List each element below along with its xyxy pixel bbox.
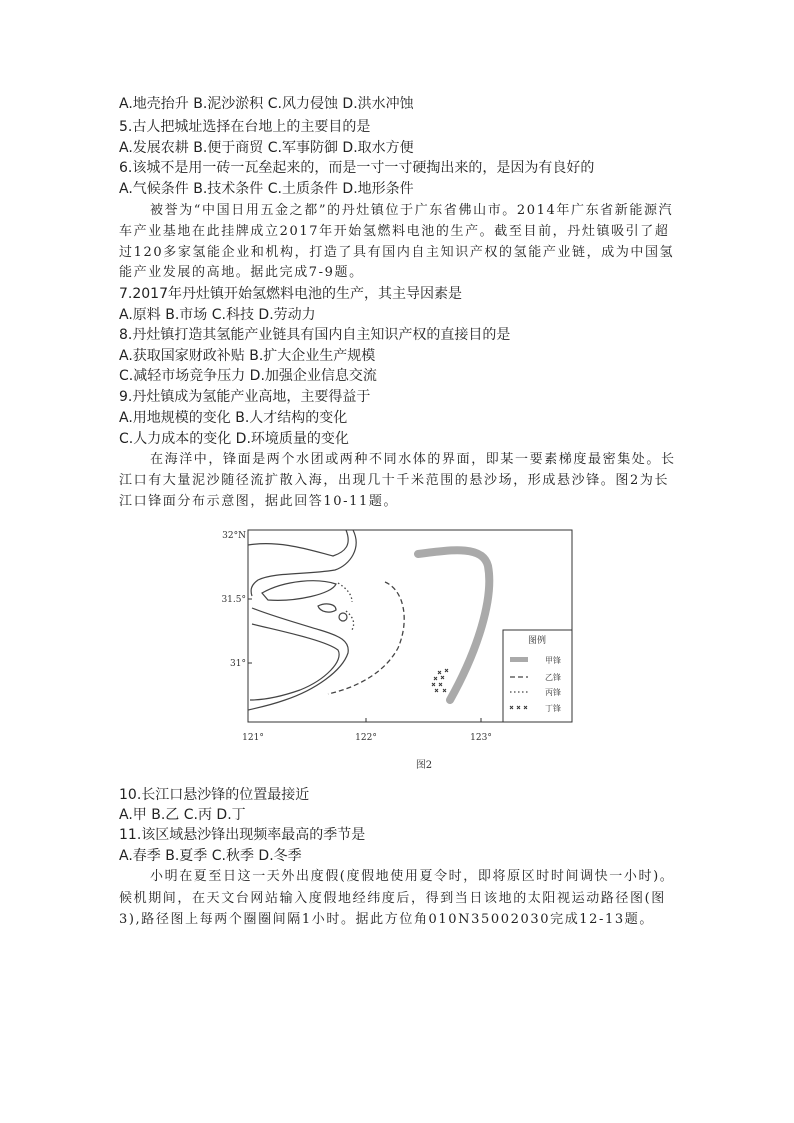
passage-7-9-line: 被誉为“中国日用五金之都”的丹灶镇位于广东省佛山市。2014年广东省新能源汽 bbox=[150, 203, 674, 218]
q5-options: A.发展农耕 B.便于商贸 C.军事防御 D.取水方便 bbox=[119, 140, 414, 156]
legend-label-bing: 丙锋 bbox=[545, 688, 561, 697]
q6-stem: 6.该城不是用一砖一瓦垒起来的，而是一寸一寸硬掏出来的，是因为有良好的 bbox=[119, 160, 595, 176]
lat-label-31-5: 31.5° bbox=[221, 595, 246, 605]
lat-label-31: 31° bbox=[230, 659, 246, 669]
passage-12-13-line: 候机期间，在天文台网站输入度假地经纬度后，得到当日该地的太阳视运动路径图(图 bbox=[119, 891, 666, 906]
q4-options: A.地壳抬升 B.泥沙淤积 C.风力侵蚀 D.洪水冲蚀 bbox=[119, 96, 414, 112]
q11-stem: 11.该区域悬沙锋出现频率最高的季节是 bbox=[119, 827, 366, 843]
q8-stem: 8.丹灶镇打造其氢能产业链具有国内自主知识产权的直接目的是 bbox=[119, 327, 511, 343]
legend-swatch-jia bbox=[510, 657, 528, 662]
figure-2-map bbox=[200, 520, 590, 780]
passage-7-9-line: 过120多家氢能企业和机构，打造了具有国内自主知识产权的氢能产业链，成为中国氢 bbox=[119, 245, 675, 260]
legend-title: 图例 bbox=[527, 636, 547, 646]
q9-options: C.人力成本的变化 D.环境质量的变化 bbox=[119, 431, 349, 447]
q6-options: A.气候条件 B.技术条件 C.土质条件 D.地形条件 bbox=[119, 181, 414, 197]
lon-label-122: 122° bbox=[355, 733, 377, 743]
lat-label-32: 32°N bbox=[222, 531, 246, 541]
passage-7-9-line: 车产业基地在此挂牌成立2017年开始氢燃料电池的生产。截至目前，丹灶镇吸引了超 bbox=[119, 224, 670, 239]
q7-options: A.原料 B.市场 C.科技 D.劳动力 bbox=[119, 307, 316, 323]
q5-stem: 5.古人把城址选择在台地上的主要目的是 bbox=[119, 119, 371, 135]
q8-options: A.获取国家财政补贴 B.扩大企业生产规模 bbox=[119, 348, 376, 364]
q8-options: C.减轻市场竞争压力 D.加强企业信息交流 bbox=[119, 368, 377, 384]
passage-7-9-line: 能产业发展的高地。据此完成7-9题。 bbox=[119, 265, 364, 280]
figure-caption: 图2 bbox=[415, 760, 433, 771]
passage-10-11-line: 江口锋面分布示意图，据此回答10-11题。 bbox=[119, 494, 399, 509]
q10-stem: 10.长江口悬沙锋的位置最接近 bbox=[119, 787, 310, 803]
legend-label-yi: 乙锋 bbox=[545, 673, 561, 682]
q7-stem: 7.2017年丹灶镇开始氢燃料电池的生产，其主导因素是 bbox=[119, 286, 462, 302]
map-legend bbox=[503, 630, 572, 722]
lon-label-123: 123° bbox=[470, 733, 492, 743]
legend-label-ding: 丁锋 bbox=[545, 704, 561, 713]
passage-12-13-line: 小明在夏至日这一天外出度假(度假地使用夏令时，即将原区时时间调快一小时)。 bbox=[150, 869, 675, 884]
passage-10-11-line: 江口有大量泥沙随径流扩散入海，出现几十千米范围的悬沙场，形成悬沙锋。图2为长 bbox=[119, 473, 670, 488]
passage-12-13-line: 3),路径图上每两个圈圈间隔1小时。据此方位角010N35002030完成12-13题。 bbox=[119, 912, 654, 927]
q9-stem: 9.丹灶镇成为氢能产业高地，主要得益于 bbox=[119, 389, 371, 405]
q9-options: A.用地规模的变化 B.人才结构的变化 bbox=[119, 410, 348, 426]
lon-label-121: 121° bbox=[242, 733, 264, 743]
legend-label-jia: 甲锋 bbox=[545, 656, 561, 665]
q11-options: A.春季 B.夏季 C.秋季 D.冬季 bbox=[119, 848, 302, 864]
passage-10-11-line: 在海洋中，锋面是两个水团或两种不同水体的界面，即某一要素梯度最密集处。长 bbox=[150, 452, 676, 467]
q10-options: A.甲 B.乙 C.丙 D.丁 bbox=[119, 807, 246, 823]
